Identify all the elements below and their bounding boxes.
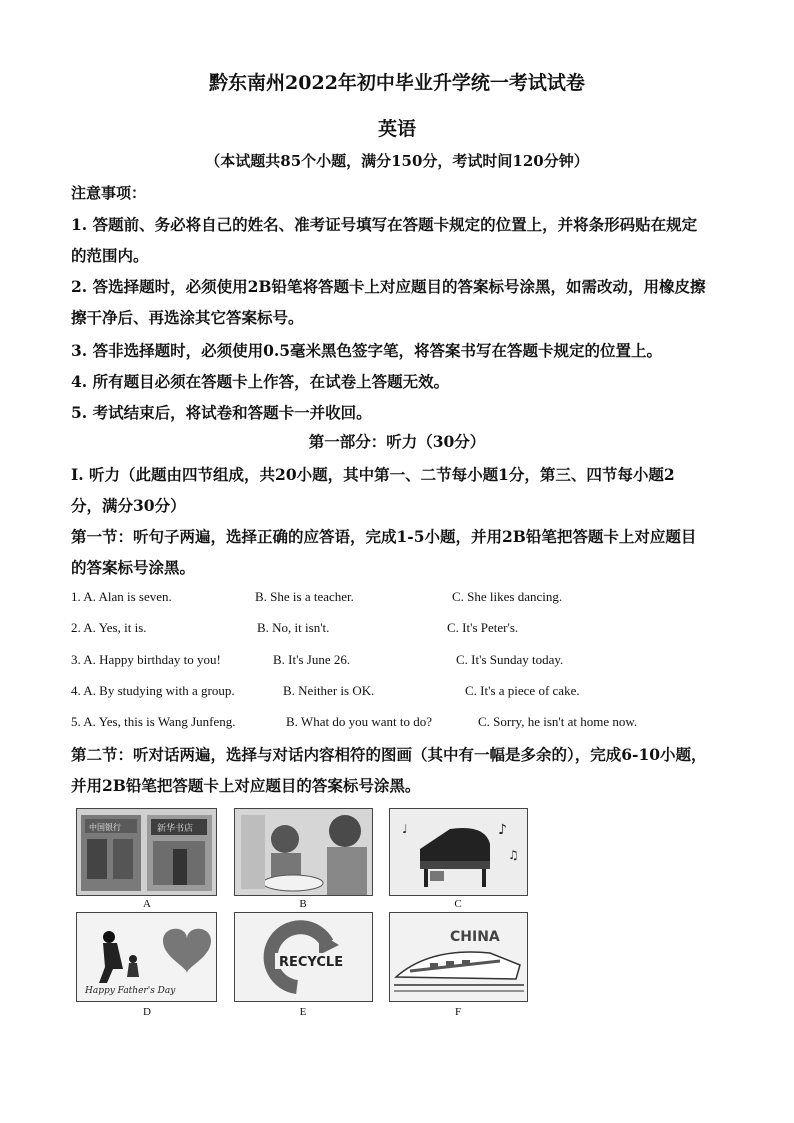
fathers-day-caption: Happy Father's Day bbox=[85, 986, 176, 996]
question-1-option-b: B. She is a teacher. bbox=[255, 589, 354, 604]
picture-b bbox=[234, 808, 373, 896]
notes-line: 1. 答题前、务必将自己的姓名、准考证号填写在答题卡规定的位置上，并将条形码贴在规定 bbox=[71, 215, 698, 234]
picture-e bbox=[234, 912, 373, 1002]
question-2-option-b: B. No, it isn't. bbox=[257, 620, 330, 635]
picture-label: D bbox=[143, 1006, 151, 1018]
picture-label: B bbox=[299, 898, 307, 910]
fathers-day-drawing-icon bbox=[77, 913, 216, 1001]
notes-line: 的范围内。 bbox=[71, 246, 149, 265]
question-2-option-c: C. It's Peter's. bbox=[447, 620, 519, 635]
subject-title: 英语 bbox=[377, 118, 416, 140]
question-3-option-b: B. It's June 26. bbox=[273, 652, 351, 667]
section1-instruction-line: 第一节：听句子两遍，选择正确的应答语，完成1-5小题，并用2B铅笔把答题卡上对应题目 bbox=[71, 527, 697, 546]
notes-line: 擦干净后、再选涂其它答案标号。 bbox=[71, 308, 304, 327]
part1-intro-line: Ⅰ. 听力（此题由四节组成，共20小题，其中第一、二节每小题1分，第三、四节每小题2 bbox=[71, 465, 675, 484]
recycle-caption: RECYCLE bbox=[279, 955, 344, 970]
question-5-option-b: B. What do you want to do? bbox=[286, 714, 432, 729]
svg-text:♩: ♩ bbox=[402, 822, 408, 836]
bank-and-bookstore-photo-icon bbox=[77, 809, 216, 895]
picture-label: A bbox=[143, 898, 151, 910]
picture-a bbox=[76, 808, 217, 896]
piano-drawing-icon bbox=[390, 809, 527, 895]
high-speed-train-drawing-icon bbox=[390, 913, 527, 1001]
notes-line: 5. 考试结束后，将试卷和答题卡一并收回。 bbox=[71, 403, 372, 422]
exam-title: 黔东南州2022年初中毕业升学统一考试试卷 bbox=[209, 72, 585, 94]
question-4-option-b: B. Neither is OK. bbox=[283, 683, 375, 698]
notes-line: 3. 答非选择题时，必须使用0.5毫米黑色签字笔，将答案书写在答题卡规定的位置上。 bbox=[71, 341, 663, 360]
question-4-option-c: C. It's a piece of cake. bbox=[465, 683, 580, 698]
notes-heading: 注意事项： bbox=[71, 184, 147, 202]
bank-sign: 中国银行 bbox=[89, 823, 121, 832]
question-5-option-a: 5. A. Yes, this is Wang Junfeng. bbox=[71, 714, 236, 729]
section2-instruction-line: 并用2B铅笔把答题卡上对应题目的答案标号涂黑。 bbox=[71, 776, 421, 795]
recycle-drawing-icon bbox=[235, 913, 372, 1001]
section2-instruction-line: 第二节：听对话两遍，选择与对话内容相符的图画（其中有一幅是多余的），完成6-10小题， bbox=[71, 745, 707, 764]
question-4-option-a: 4. A. By studying with a group. bbox=[71, 683, 235, 698]
svg-text:♫: ♫ bbox=[508, 848, 519, 862]
bookstore-sign: 新华书店 bbox=[157, 824, 194, 834]
picture-d bbox=[76, 912, 217, 1002]
china-caption: CHINA bbox=[450, 929, 500, 945]
question-5-option-c: C. Sorry, he isn't at home now. bbox=[478, 714, 638, 729]
picture-label: C bbox=[454, 898, 462, 910]
part1-title: 第一部分：听力（30分） bbox=[308, 432, 486, 451]
question-3-option-c: C. It's Sunday today. bbox=[456, 652, 564, 667]
exam-info: （本试题共85个小题，满分150分，考试时间120分钟） bbox=[205, 152, 589, 170]
picture-c bbox=[389, 808, 528, 896]
notes-line: 2. 答选择题时，必须使用2B铅笔将答题卡上对应题目的答案标号涂黑，如需改动，用橡皮擦 bbox=[71, 277, 706, 296]
picture-label: F bbox=[454, 1006, 462, 1018]
picture-f bbox=[389, 912, 528, 1002]
question-2-option-a: 2. A. Yes, it is. bbox=[71, 620, 147, 635]
question-1-option-a: 1. A. Alan is seven. bbox=[71, 589, 172, 604]
picture-label: E bbox=[299, 1006, 307, 1018]
question-1-option-c: C. She likes dancing. bbox=[452, 589, 563, 604]
svg-text:♪: ♪ bbox=[498, 822, 507, 838]
part1-intro-line: 分，满分30分） bbox=[71, 496, 186, 515]
notes-line: 4. 所有题目必须在答题卡上作答，在试卷上答题无效。 bbox=[71, 372, 450, 391]
people-eating-photo-icon bbox=[235, 809, 372, 895]
section1-instruction-line: 的答案标号涂黑。 bbox=[71, 558, 196, 577]
question-3-option-a: 3. A. Happy birthday to you! bbox=[71, 652, 221, 667]
